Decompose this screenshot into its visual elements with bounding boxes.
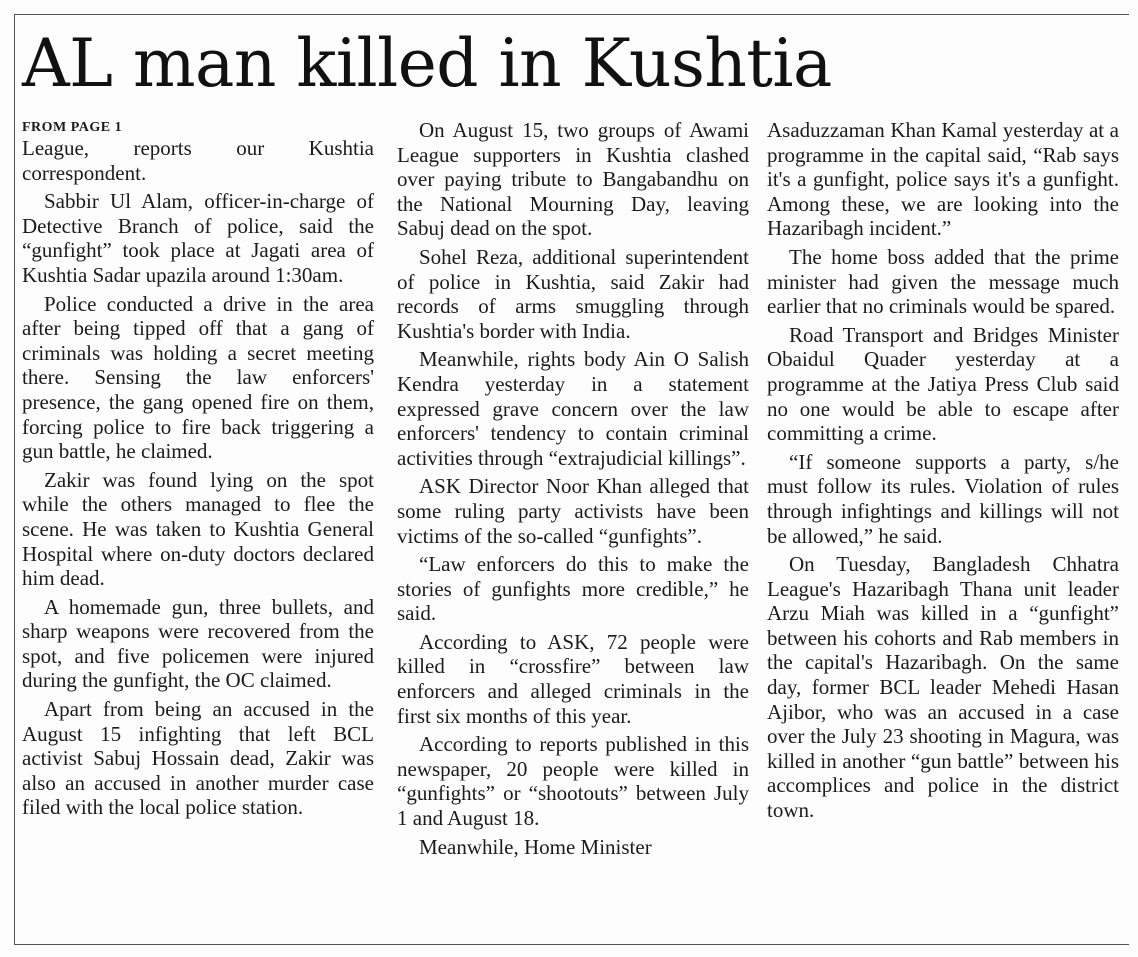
paragraph: On Tuesday, Bangladesh Chhatra League's Hazaribagh Thana unit leader Arzu Miah was killed in a “gunfight” between his cohorts and Rab members in the capital's Hazaribagh. On the same day, former BCL leader Mehedi Hasan Ajibor, who was an accused in a case over the July 23 shooting in Magura, was killed in another “gun battle” between his accomplices and police in the district town. — [767, 552, 1119, 823]
paragraph: Meanwhile, rights body Ain O Salish Kendra yesterday in a statement expressed grave concern over the law enforcers' tendency to contain criminal activities through “extrajudicial killings”. — [397, 347, 749, 470]
left-border-rule — [14, 14, 15, 944]
paragraph: According to reports published in this newspaper, 20 people were killed in “gunfights” or “shootouts” between July 1 and August 18. — [397, 732, 749, 831]
paragraph: “Law enforcers do this to make the stories of gunfights more credible,” he said. — [397, 552, 749, 626]
headline: AL man killed in Kushtia — [22, 25, 832, 102]
paragraph: Police conducted a drive in the area after being tipped off that a gang of criminals was holding a secret meeting there. Sensing the law enforcers' presence, the gang opened fire on them, forcing police to fire back triggering a gun battle, he claimed. — [22, 291, 374, 464]
paragraph: Meanwhile, Home Minister — [419, 834, 652, 859]
paragraph: On August 15, two groups of Awami League supporters in Kushtia clashed over paying tribute to Bangabandhu on the National Mourning Day, leaving Sabuj dead on the spot. — [397, 118, 749, 241]
top-border-rule — [14, 14, 1129, 15]
paragraph: Apart from being an accused in the August 15 infighting that left BCL activist Sabuj Hossain dead, Zakir was also an accused in another murder case filed with the local police station. — [22, 697, 374, 820]
paragraph: Road Transport and Bridges Minister Obaidul Quader yesterday at a programme at the Jatiya Press Club said no one would be able to escape after committing a crime. — [767, 322, 1119, 446]
article-column-2 — [397, 118, 749, 863]
bottom-border-rule — [14, 944, 1129, 945]
paragraph: Sohel Reza, additional superintendent of police in Kushtia, said Zakir had records of arms smuggling through Kushtia's border with India. — [397, 244, 749, 343]
paragraph: A homemade gun, three bullets, and sharp weapons were recovered from the spot, and five policemen were injured during the gunfight, the OC claimed. — [22, 594, 374, 693]
paragraph: According to ASK, 72 people were killed in “crossfire” between law enforcers and alleged criminals in the first six months of this year. — [397, 629, 749, 728]
paragraph: ASK Director Noor Khan alleged that some ruling party activists have been victims of the so-called “gunfights”. — [397, 474, 749, 548]
paragraph: Sabbir Ul Alam, officer-in-charge of Detective Branch of police, said the “gunfight” took place at Jagati area of Kushtia Sadar upazila around 1:30am. — [22, 189, 374, 287]
article-column-3 — [767, 118, 1119, 827]
paragraph: League, reports our Kushtia correspondent. — [22, 136, 374, 185]
article-column-1 — [22, 118, 374, 824]
paragraph: The home boss added that the prime minister had given the message much earlier that no criminals would be spared. — [767, 244, 1119, 319]
continuation-kicker: FROM PAGE 1 — [22, 120, 123, 135]
paragraph: Asaduzzaman Khan Kamal yesterday at a programme in the capital said, “Rab says it's a gunfight, police says it's a gunfight. Among these, we are looking into the Hazaribagh incident.” — [767, 118, 1119, 241]
paragraph: “If someone supports a party, s/he must follow its rules. Violation of rules through infightings and killings will not be allowed,” he said. — [767, 449, 1119, 548]
paragraph: Zakir was found lying on the spot while the others managed to flee the scene. He was taken to Kushtia General Hospital where on-duty doctors declared him dead. — [22, 467, 374, 591]
